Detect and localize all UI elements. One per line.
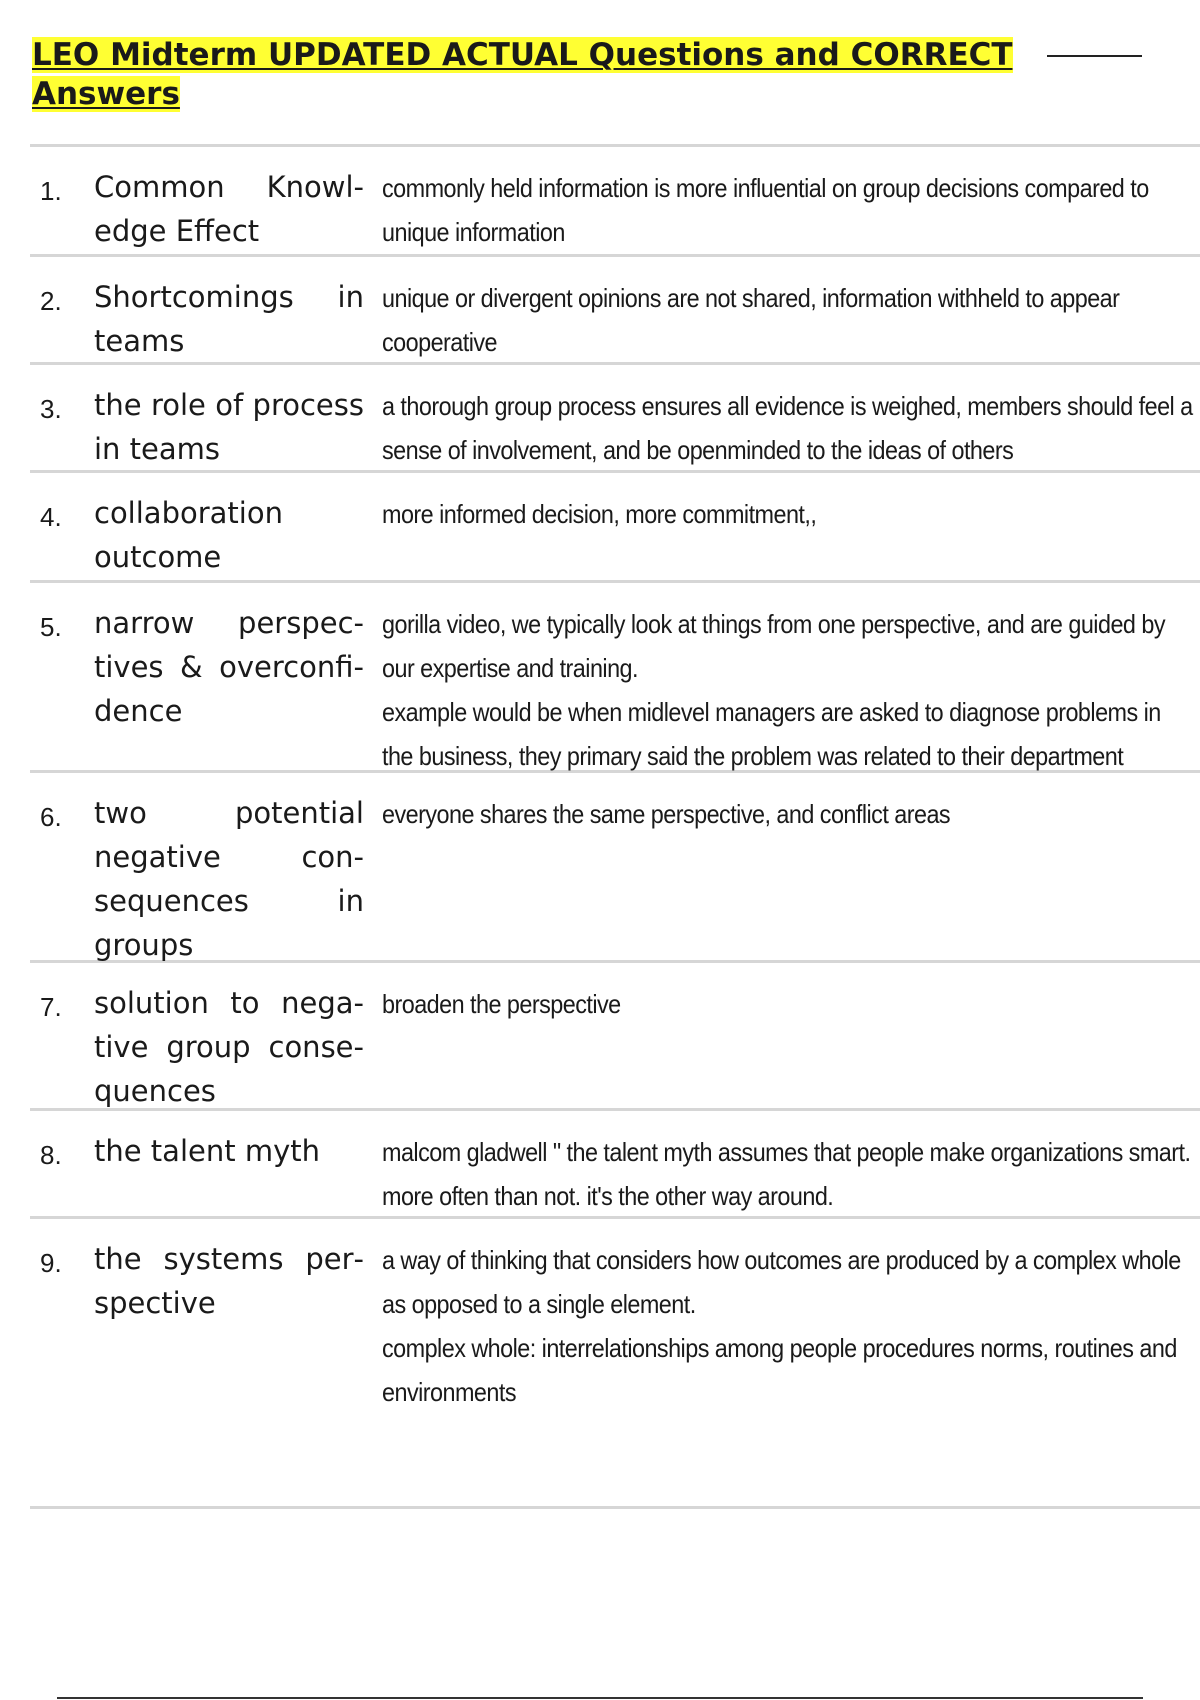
- footer-rule: [57, 1697, 1143, 1699]
- qa-number: 4.: [40, 502, 62, 532]
- qa-definition: [370, 473, 1200, 580]
- qa-definition: [370, 1219, 1200, 1506]
- qa-term: the role of process in teams: [94, 388, 364, 466]
- qa-row: [30, 473, 1200, 583]
- qa-definition-paragraph: more informed decision, more commitment,,: [382, 499, 817, 529]
- qa-definition-paragraph: commonly held information is more influential on group decisions compared to unique information: [382, 173, 1149, 247]
- qa-number: 7.: [40, 992, 62, 1022]
- qa-definition: [370, 583, 1200, 770]
- qa-row: [30, 257, 1200, 365]
- qa-definition-paragraph: gorilla video, we typically look at things from one perspective, and are guided by our expertise and training.: [382, 609, 1165, 683]
- qa-row: [30, 773, 1200, 963]
- qa-row: [30, 1219, 1200, 1509]
- qa-definition-paragraph: broaden the perspective: [382, 989, 621, 1019]
- qa-row: [30, 963, 1200, 1111]
- qa-definition: [370, 1111, 1200, 1216]
- title-line-2: Answers: [32, 76, 180, 112]
- qa-definition: [370, 147, 1200, 254]
- qa-number: 8.: [40, 1140, 62, 1170]
- qa-term: the talent myth: [94, 1134, 320, 1168]
- title-line-1: LEO Midterm UPDATED ACTUAL Questions and CORRECT: [32, 37, 1013, 73]
- qa-number: 2.: [40, 286, 62, 316]
- qa-term: Common Knowledge Effect: [94, 170, 364, 248]
- qa-definition-paragraph: a thorough group process ensures all evidence is weighed, members should feel a sense of involvement, and be openminded to the ideas of others: [382, 391, 1193, 465]
- qa-list: [30, 144, 1200, 1509]
- qa-number: 6.: [40, 802, 62, 832]
- qa-row: [30, 147, 1200, 257]
- qa-term: narrow perspectives & overconfidence: [94, 606, 364, 728]
- qa-term: collaboration outcome: [94, 496, 283, 574]
- qa-row: [30, 365, 1200, 473]
- qa-number: 9.: [40, 1248, 62, 1278]
- qa-definition: [370, 365, 1200, 470]
- qa-definition-paragraph: unique or divergent opinions are not shared, information withheld to appear cooperative: [382, 283, 1120, 357]
- qa-number: 5.: [40, 612, 62, 642]
- qa-definition: [370, 257, 1200, 362]
- qa-definition-paragraph: malcom gladwell " the talent myth assumes that people make organizations smart. more often than not. it's the other way around.: [382, 1137, 1191, 1211]
- qa-number: 3.: [40, 394, 62, 424]
- qa-row: [30, 1111, 1200, 1219]
- qa-row: [30, 583, 1200, 773]
- qa-term: solution to negative group consequences: [94, 986, 364, 1108]
- qa-number: 1.: [40, 176, 62, 206]
- page-title: [32, 36, 1132, 114]
- qa-definition-paragraph: example would be when midlevel managers are asked to diagnose problems in the business, they primary said the problem was related to their department: [382, 697, 1161, 771]
- qa-term: the systems perspective: [94, 1242, 364, 1320]
- qa-definition-paragraph: complex whole: interrelationships among people procedures norms, routines and environments: [382, 1333, 1177, 1407]
- qa-definition: [370, 963, 1200, 1108]
- qa-term: Shortcomings in teams: [94, 280, 364, 358]
- title-rule: [1047, 55, 1142, 57]
- qa-term: two potential negative consequences in groups: [94, 796, 364, 962]
- qa-definition-paragraph: a way of thinking that considers how outcomes are produced by a complex whole as opposed to a single element.: [382, 1245, 1181, 1319]
- qa-definition-paragraph: everyone shares the same perspective, and conflict areas: [382, 799, 951, 829]
- qa-definition: [370, 773, 1200, 960]
